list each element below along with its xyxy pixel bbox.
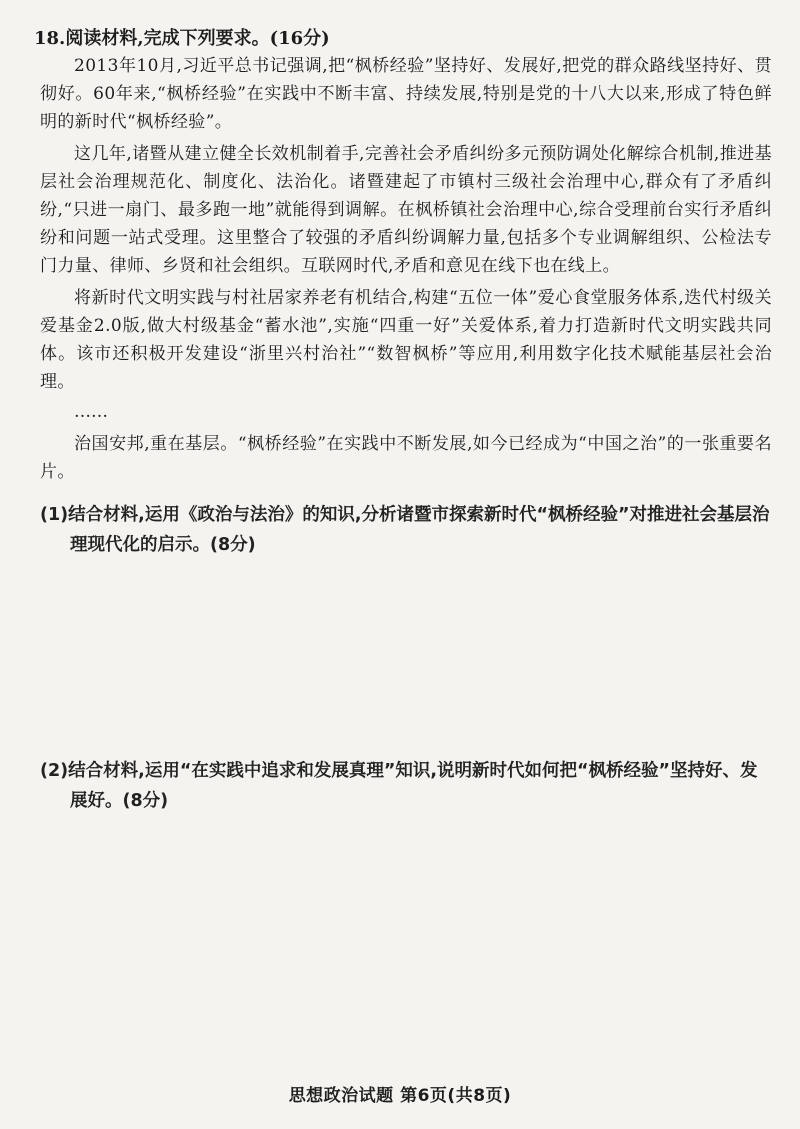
question-header: 18.阅读材料,完成下列要求。(16分) <box>34 28 330 49</box>
material-ellipsis: …… <box>74 402 108 422</box>
sub-question-1: (1)结合材料,运用《政治与法治》的知识,分析诸暨市探索新时代“枫桥经验”对推进社会基层治理现代化的启示。(8分) <box>40 505 770 555</box>
sub-question-2: (2)结合材料,运用“在实践中追求和发展真理”知识,说明新时代如何把“枫桥经验”坚持好、发展好。(8分) <box>40 761 758 811</box>
material-paragraph-2: 这几年,诸暨从建立健全长效机制着手,完善社会矛盾纠纷多元预防调处化解综合机制,推进基层社会治理规范化、制度化、法治化。诸暨建起了市镇村三级社会治理中心,群众有了矛盾纠纷,“只进一扇门、最多跑一地”就能得到调解。在枫桥镇社会治理中心,综合受理前台实行矛盾纠纷和问题一站式受理。这里整合了较强的矛盾纠纷调解力量,包括多个专业调解组织、公检法专门力量、律师、乡贤和社会组织。互联网时代,矛盾和意见在线下也在线上。 <box>40 144 772 276</box>
material-closing-paragraph: 治国安邦,重在基层。“枫桥经验”在实践中不断发展,如今已经成为“中国之治”的一张重要名片。 <box>40 434 772 482</box>
page-footer: 思想政治试题 第6页(共8页) <box>288 1086 512 1106</box>
material-paragraph-3: 将新时代文明实践与村社居家养老有机结合,构建“五位一体”爱心食堂服务体系,迭代村级关爱基金2.0版,做大村级基金“蓄水池”,实施“四重一好”关爱体系,着力打造新时代文明实践共同体。该市还积极开发建设“浙里兴村治社”“数智枫桥”等应用,利用数字化技术赋能基层社会治理。 <box>40 288 772 392</box>
material-paragraph-1: 2013年10月,习近平总书记强调,把“枫桥经验”坚持好、发展好,把党的群众路线坚持好、贯彻好。60年来,“枫桥经验”在实践中不断丰富、持续发展,特别是党的十八大以来,形成了特色鲜明的新时代“枫桥经验”。 <box>40 56 772 132</box>
reading-material <box>40 52 772 490</box>
